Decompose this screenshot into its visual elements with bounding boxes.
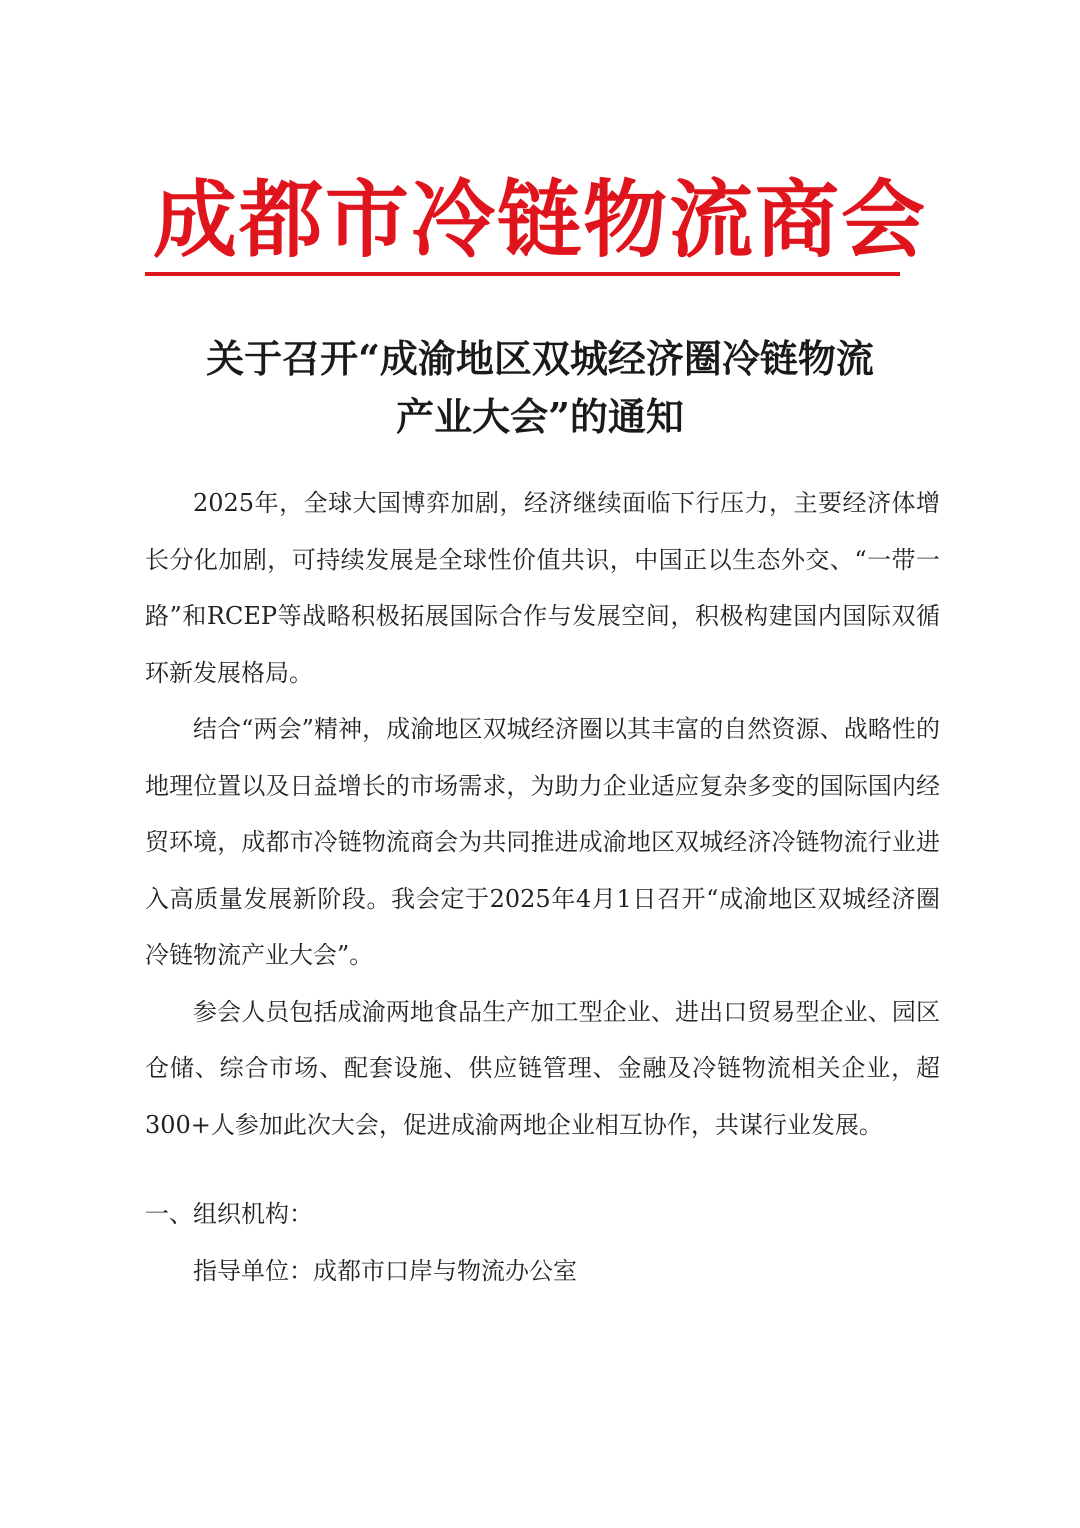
body-paragraph-3: 参会人员包括成渝两地食品生产加工型企业、进出口贸易型企业、园区仓储、综合市场、配套设施、供应链管理、金融及冷链物流相关企业，超300+人参加此次大会，促进成渝两地企业相互协作，共谋行业发展。 [145,997,940,1139]
masthead-org-name: 成都市冷链物流商会 [152,171,927,269]
section-heading-organization: 一、组织机构： [145,1200,313,1228]
notice-title-line-1: 关于召开“成渝地区双城经济圈冷链物流 [206,336,874,381]
notice-body [145,475,940,1299]
guiding-unit-line: 指导单位：成都市口岸与物流办公室 [193,1256,577,1285]
notice-title [140,330,940,446]
body-paragraph-2: 结合“两会”精神，成渝地区双城经济圈以其丰富的自然资源、战略性的地理位置以及日益增长的市场需求，为助力企业适应复杂多变的国际国内经贸环境，成都市冷链物流商会为共同推进成渝地区双城经济冷链物流行业进入高质量发展新阶段。我会定于2025年4月1日召开“成渝地区双城经济圈冷链物流产业大会”。 [145,715,940,969]
body-paragraph-1: 2025年，全球大国博弈加剧，经济继续面临下行压力，主要经济体增长分化加剧，可持续发展是全球性价值共识，中国正以生态外交、“一带一路”和RCEP等战略积极拓展国际合作与发展空间，积极构建国内国际双循环新发展格局。 [145,489,940,687]
masthead-red-rule [145,272,900,276]
notice-title-line-2: 产业大会”的通知 [396,394,684,439]
